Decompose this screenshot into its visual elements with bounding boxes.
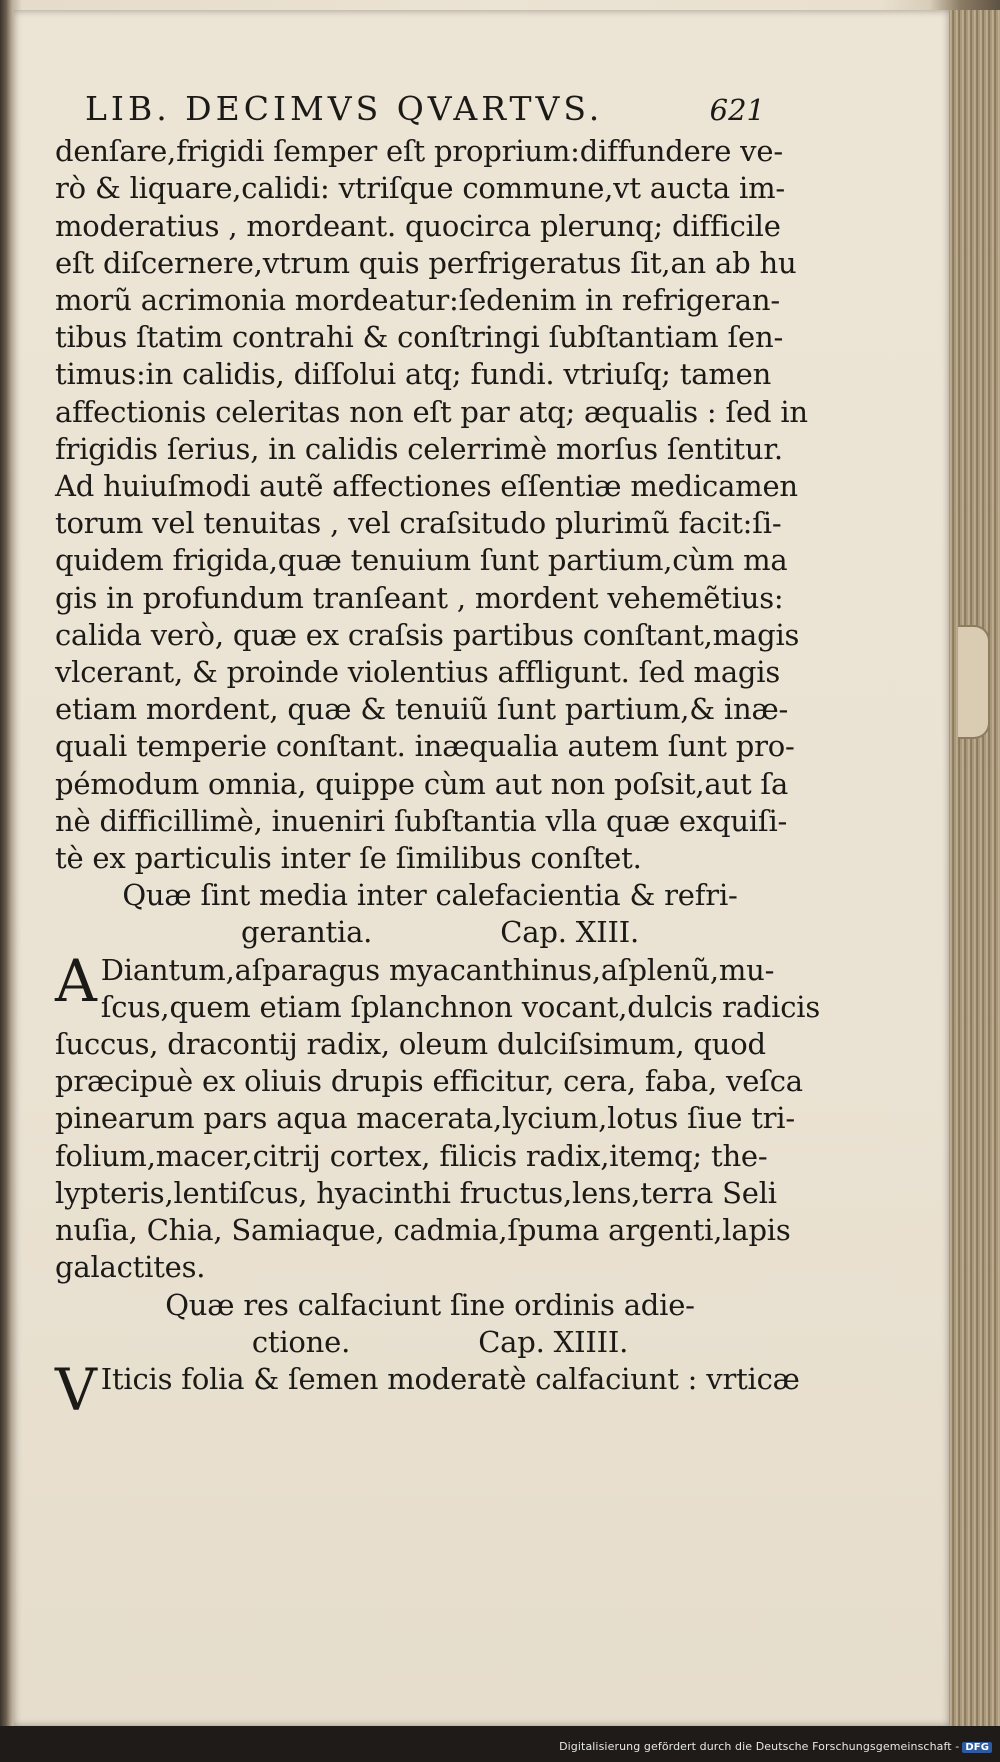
section-14-heading-line1: Quæ res calfaciunt ſine ordinis adie-: [165, 1287, 695, 1322]
text-line: rò & liquare,calidi: vtriſque commune,vt aucta im-: [55, 171, 785, 206]
page-text: [55, 89, 820, 1424]
digitization-credit-text: Digitalisierung gefördert durch die Deutsche Forschungsgemeinschaft -: [559, 1740, 960, 1753]
running-head-title: LIB. DECIMVS QVARTVS.: [85, 89, 604, 128]
clasp-tab: [958, 625, 990, 739]
text-line: moderatius , mordeant. quocirca plerunq; difficile: [55, 208, 781, 243]
section-13-initial: A: [55, 946, 97, 1015]
text-line: torum vel tenuitas , vel craſsitudo plurimũ facit:ſi-: [55, 506, 782, 541]
section-14-heading-text: ctione.: [251, 1324, 351, 1359]
running-head: [55, 90, 765, 129]
text-line: tè ex particulis inter ſe ſimilibus conſtet.: [55, 841, 642, 876]
text-line: eſt diſcernere,vtrum quis perfrigeratus ſit,an ab hu: [55, 245, 797, 280]
text-line: pinearum pars aqua macerata,lycium,lotus ſiue tri-: [55, 1101, 795, 1136]
text-line: folium,macer,citrij cortex, filicis radix,itemq; the-: [55, 1138, 768, 1173]
text-line: ſuccus, dracontij radix, oleum dulciſsimum, quod: [55, 1027, 766, 1062]
text-line: Iticis folia & ſemen moderatè calfaciunt : vrticæ: [100, 1361, 800, 1396]
text-line: denſare,frigidi ſemper eſt proprium:diffundere ve-: [55, 134, 783, 169]
section-14-chapter-label: Cap. XIIII.: [478, 1324, 629, 1359]
page-number: 621: [709, 93, 765, 127]
text-line: frigidis ſerius, in calidis celerrimè morſus ſentitur.: [55, 431, 783, 466]
text-line: Ad huiuſmodi autẽ affectiones eſſentiæ medicamen: [55, 469, 798, 504]
text-line: Diantum,aſparagus myacanthinus,aſplenũ,mu-: [100, 952, 775, 987]
text-line: præcipuè ex oliuis drupis efficitur, cera, faba, veſca: [55, 1064, 803, 1099]
section-14-heading-line2: [55, 1324, 765, 1361]
text-line: etiam mordent, quæ & tenuiũ ſunt partium,& inæ-: [55, 692, 789, 727]
text-line: lypteris,lentiſcus, hyacinthi fructus,lens,terra Seli: [55, 1175, 777, 1210]
text-line: pémodum omnia, quippe cùm aut non poſsit,aut ſa: [55, 766, 789, 801]
text-line: quali temperie conſtant. inæqualia autem ſunt pro-: [55, 729, 795, 764]
page-edge: [949, 10, 1000, 1726]
text-line: ſcus,quem etiam ſplanchnon vocant,dulcis radicis: [100, 989, 820, 1024]
body-paragraph: [55, 133, 808, 877]
text-line: vlcerant, & proinde violentius affligunt. ſed magis: [55, 655, 781, 690]
text-line: galactites.: [55, 1250, 206, 1285]
section-13-paragraph: [55, 946, 820, 1287]
section-13: [55, 877, 820, 1286]
digitization-credit: [559, 1740, 992, 1753]
dfg-logo: DFG: [962, 1742, 992, 1753]
text-line: affectionis celeritas non eſt par atq; æqualis : ſed in: [55, 394, 808, 429]
section-14-initial: V: [55, 1355, 97, 1424]
text-line: quidem frigida,quæ tenuium ſunt partium,cùm ma: [55, 543, 788, 578]
text-line: gis in profundum tranſeant , mordent vehemẽtius:: [55, 580, 784, 615]
text-line: nè difficillimè, inueniri ſubſtantia vlla quæ exquiſi-: [55, 803, 788, 838]
text-line: morũ acrimonia mordeatur:ſedenim in refrigeran-: [55, 283, 780, 318]
text-line: calida verò, quæ ex craſsis partibus conſtant,magis: [55, 617, 800, 652]
section-13-heading-line2: [55, 914, 765, 951]
section-13-heading-line1: Quæ ſint media inter calefacientia & refri-: [122, 878, 738, 913]
text-line: nuſia, Chia, Samiaque, cadmia,ſpuma argenti,lapis: [55, 1213, 791, 1248]
section-13-chapter-label: Cap. XIII.: [500, 915, 639, 950]
text-line: tibus ſtatim contrahi & conſtringi ſubſtantiam ſen-: [55, 320, 784, 355]
section-14: [55, 1287, 800, 1424]
text-line: timus:in calidis, diſſolui atq; fundi. vtriuſq; tamen: [55, 357, 772, 392]
section-13-heading-text: gerantia.: [241, 915, 373, 950]
section-14-paragraph: [55, 1355, 800, 1424]
